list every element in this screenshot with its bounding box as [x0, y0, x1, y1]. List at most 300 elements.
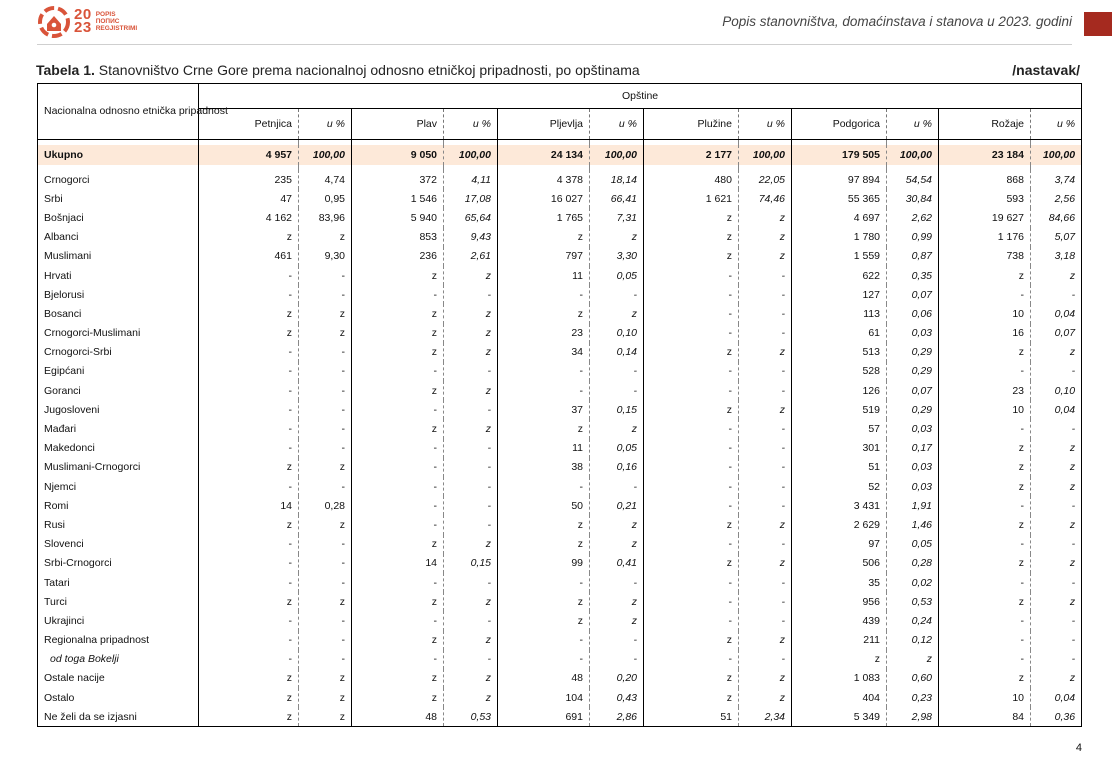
count-cell: 2 177 — [644, 145, 739, 165]
count-cell: z — [199, 304, 299, 323]
count-cell: z — [498, 228, 590, 247]
row-label: Ne želi da se izjasni — [38, 707, 199, 727]
count-cell: 9 050 — [352, 145, 444, 165]
percent-cell: 0,23 — [887, 688, 939, 707]
percent-cell: - — [1031, 362, 1082, 381]
count-cell: z — [939, 592, 1031, 611]
table-row — [38, 631, 1082, 650]
percent-cell: - — [444, 611, 498, 630]
row-label: Muslimani-Crnogorci — [38, 458, 199, 477]
count-cell: z — [352, 381, 444, 400]
percent-cell: 0,28 — [299, 496, 352, 515]
column-header-percent: u % — [444, 109, 498, 140]
count-cell: 1 765 — [498, 208, 590, 227]
count-cell: 127 — [792, 285, 887, 304]
percent-cell: 4,74 — [299, 170, 352, 189]
percent-cell: - — [1031, 573, 1082, 592]
count-cell: - — [644, 611, 739, 630]
count-cell: - — [498, 650, 590, 669]
table-row — [38, 611, 1082, 630]
percent-cell: 0,95 — [299, 189, 352, 208]
percent-cell: z — [739, 400, 792, 419]
count-cell: z — [199, 707, 299, 727]
table-row — [38, 266, 1082, 285]
logo-text: POPIS ПОПИС REGJISTRIMI — [95, 10, 138, 32]
count-cell: 404 — [792, 688, 887, 707]
count-cell: 99 — [498, 554, 590, 573]
percent-cell: - — [299, 439, 352, 458]
count-cell: - — [199, 343, 299, 362]
percent-cell: 18,14 — [590, 170, 644, 189]
header-accent-bar — [1084, 12, 1112, 36]
percent-cell: - — [299, 362, 352, 381]
count-cell: 480 — [644, 170, 739, 189]
percent-cell: - — [739, 477, 792, 496]
row-label: Mađari — [38, 419, 199, 438]
percent-cell: 84,66 — [1031, 208, 1082, 227]
count-cell: z — [498, 304, 590, 323]
percent-cell: 0,06 — [887, 304, 939, 323]
percent-cell: z — [590, 304, 644, 323]
percent-cell: - — [1031, 535, 1082, 554]
percent-cell: 0,35 — [887, 266, 939, 285]
data-rows — [38, 170, 1082, 727]
count-cell: z — [939, 554, 1031, 573]
percent-cell: 54,54 — [887, 170, 939, 189]
population-table — [37, 83, 1082, 727]
percent-cell: z — [444, 631, 498, 650]
document-title: Popis stanovništva, domaćinstava i stanova u 2023. godini — [722, 14, 1072, 29]
percent-cell: 74,46 — [739, 189, 792, 208]
table-row — [38, 400, 1082, 419]
count-cell: - — [199, 477, 299, 496]
count-cell: - — [199, 285, 299, 304]
column-header-municipality: Plužine — [644, 109, 739, 140]
row-label: Muslimani — [38, 247, 199, 266]
percent-cell: - — [444, 496, 498, 515]
count-cell: 1 780 — [792, 228, 887, 247]
count-cell: - — [199, 573, 299, 592]
count-cell: z — [939, 477, 1031, 496]
row-label: Turci — [38, 592, 199, 611]
count-cell: - — [199, 439, 299, 458]
continued-marker: /nastavak/ — [1012, 62, 1080, 78]
count-cell: - — [498, 381, 590, 400]
percent-cell: 0,05 — [590, 266, 644, 285]
percent-cell: - — [1031, 285, 1082, 304]
row-label: Njemci — [38, 477, 199, 496]
percent-cell: z — [299, 592, 352, 611]
row-label: Hrvati — [38, 266, 199, 285]
table-row — [38, 573, 1082, 592]
percent-cell: z — [299, 688, 352, 707]
percent-cell: 0,53 — [887, 592, 939, 611]
percent-cell: 7,31 — [590, 208, 644, 227]
count-cell: 10 — [939, 688, 1031, 707]
header-divider — [37, 44, 1072, 45]
percent-cell: z — [299, 669, 352, 688]
percent-cell: z — [590, 228, 644, 247]
table-row — [38, 554, 1082, 573]
count-cell: - — [644, 419, 739, 438]
percent-cell: - — [299, 266, 352, 285]
percent-cell: z — [739, 247, 792, 266]
row-label: Rusi — [38, 515, 199, 534]
count-cell: 48 — [498, 669, 590, 688]
count-cell: z — [644, 669, 739, 688]
count-cell: 3 431 — [792, 496, 887, 515]
count-cell: z — [644, 228, 739, 247]
count-cell: z — [644, 400, 739, 419]
percent-cell: z — [444, 592, 498, 611]
percent-cell: z — [739, 208, 792, 227]
column-header-municipality: Plav — [352, 109, 444, 140]
count-cell: z — [498, 611, 590, 630]
count-cell: 439 — [792, 611, 887, 630]
table-row — [38, 439, 1082, 458]
count-cell: - — [498, 631, 590, 650]
count-cell: 211 — [792, 631, 887, 650]
percent-cell: 0,43 — [590, 688, 644, 707]
row-label: Bošnjaci — [38, 208, 199, 227]
percent-cell: 2,86 — [590, 707, 644, 727]
percent-cell: z — [444, 324, 498, 343]
count-cell: z — [352, 669, 444, 688]
percent-cell: - — [590, 650, 644, 669]
table-row — [38, 419, 1082, 438]
count-cell: z — [939, 439, 1031, 458]
table-row — [38, 189, 1082, 208]
count-cell: - — [644, 362, 739, 381]
percent-cell: z — [1031, 343, 1082, 362]
percent-cell: - — [299, 343, 352, 362]
count-cell: z — [199, 228, 299, 247]
count-cell: - — [199, 266, 299, 285]
percent-cell: 0,05 — [590, 439, 644, 458]
percent-cell: 0,04 — [1031, 688, 1082, 707]
count-cell: z — [498, 535, 590, 554]
percent-cell: z — [739, 228, 792, 247]
percent-cell: 100,00 — [299, 145, 352, 165]
count-cell: 14 — [352, 554, 444, 573]
count-cell: 868 — [939, 170, 1031, 189]
count-cell: - — [644, 573, 739, 592]
percent-cell: 0,29 — [887, 400, 939, 419]
percent-cell: - — [590, 573, 644, 592]
percent-cell: 0,36 — [1031, 707, 1082, 727]
percent-cell: z — [590, 419, 644, 438]
table-row — [38, 535, 1082, 554]
percent-cell: 65,64 — [444, 208, 498, 227]
percent-cell: z — [590, 592, 644, 611]
percent-cell: - — [299, 400, 352, 419]
percent-cell: 0,10 — [590, 324, 644, 343]
percent-cell: z — [444, 343, 498, 362]
percent-cell: z — [739, 631, 792, 650]
count-cell: - — [644, 477, 739, 496]
percent-cell: 5,07 — [1031, 228, 1082, 247]
percent-cell: z — [299, 515, 352, 534]
percent-cell: z — [590, 611, 644, 630]
count-cell: z — [644, 515, 739, 534]
count-cell: 11 — [498, 266, 590, 285]
count-cell: 4 697 — [792, 208, 887, 227]
percent-cell: - — [444, 515, 498, 534]
percent-cell: 0,29 — [887, 362, 939, 381]
row-header: Nacionalna odnosno etnička pripadnost — [38, 84, 199, 140]
row-label: Ostalo — [38, 688, 199, 707]
percent-cell: z — [1031, 554, 1082, 573]
percent-cell: - — [1031, 611, 1082, 630]
count-cell: - — [644, 592, 739, 611]
count-cell: - — [199, 554, 299, 573]
count-cell: - — [352, 611, 444, 630]
logo-year: 20 23 — [74, 6, 92, 36]
percent-cell: 1,46 — [887, 515, 939, 534]
count-cell: z — [644, 343, 739, 362]
count-cell: z — [199, 458, 299, 477]
column-header-percent: u % — [887, 109, 939, 140]
percent-cell: 0,04 — [1031, 400, 1082, 419]
count-cell: z — [352, 419, 444, 438]
table-row — [38, 477, 1082, 496]
percent-cell: - — [444, 400, 498, 419]
percent-cell: z — [444, 266, 498, 285]
row-label: Srbi-Crnogorci — [38, 554, 199, 573]
table-row — [38, 688, 1082, 707]
count-cell: 14 — [199, 496, 299, 515]
count-cell: z — [644, 688, 739, 707]
percent-cell: 100,00 — [444, 145, 498, 165]
count-cell: 622 — [792, 266, 887, 285]
count-cell: 23 184 — [939, 145, 1031, 165]
column-header-municipality: Pljevlja — [498, 109, 590, 140]
percent-cell: - — [299, 285, 352, 304]
table-row — [38, 343, 1082, 362]
count-cell: 104 — [498, 688, 590, 707]
count-cell: 47 — [199, 189, 299, 208]
percent-cell: 2,62 — [887, 208, 939, 227]
count-cell: 38 — [498, 458, 590, 477]
count-cell: 55 365 — [792, 189, 887, 208]
percent-cell: 0,53 — [444, 707, 498, 727]
row-label: Romi — [38, 496, 199, 515]
table-row — [38, 515, 1082, 534]
percent-cell: 0,15 — [444, 554, 498, 573]
percent-cell: 0,21 — [590, 496, 644, 515]
percent-cell: 2,56 — [1031, 189, 1082, 208]
percent-cell: - — [1031, 650, 1082, 669]
count-cell: - — [939, 631, 1031, 650]
percent-cell: z — [299, 228, 352, 247]
row-label: Slovenci — [38, 535, 199, 554]
percent-cell: - — [739, 285, 792, 304]
percent-cell: 0,04 — [1031, 304, 1082, 323]
percent-cell: - — [590, 477, 644, 496]
percent-cell: 100,00 — [590, 145, 644, 165]
percent-cell: - — [590, 381, 644, 400]
count-cell: 301 — [792, 439, 887, 458]
percent-cell: z — [1031, 515, 1082, 534]
percent-cell: - — [299, 650, 352, 669]
percent-cell: z — [1031, 592, 1082, 611]
count-cell: 1 176 — [939, 228, 1031, 247]
count-cell: 34 — [498, 343, 590, 362]
count-cell: 5 940 — [352, 208, 444, 227]
count-cell: 84 — [939, 707, 1031, 727]
count-cell: 37 — [498, 400, 590, 419]
count-cell: - — [352, 400, 444, 419]
count-cell: 97 — [792, 535, 887, 554]
percent-cell: - — [299, 554, 352, 573]
percent-cell: 0,03 — [887, 477, 939, 496]
percent-cell: 0,03 — [887, 458, 939, 477]
percent-cell: - — [739, 592, 792, 611]
percent-cell: 9,43 — [444, 228, 498, 247]
count-cell: z — [352, 343, 444, 362]
count-cell: 50 — [498, 496, 590, 515]
column-header-percent: u % — [739, 109, 792, 140]
table-row — [38, 304, 1082, 323]
percent-cell: z — [1031, 458, 1082, 477]
row-label: Bosanci — [38, 304, 199, 323]
row-label: Regionalna pripadnost — [38, 631, 199, 650]
count-cell: 2 629 — [792, 515, 887, 534]
percent-cell: z — [887, 650, 939, 669]
table-row — [38, 285, 1082, 304]
count-cell: - — [199, 535, 299, 554]
count-cell: z — [352, 535, 444, 554]
percent-cell: z — [444, 419, 498, 438]
percent-cell: z — [444, 669, 498, 688]
percent-cell: 2,61 — [444, 247, 498, 266]
census-logo — [37, 3, 137, 39]
table-row — [38, 228, 1082, 247]
percent-cell: z — [1031, 266, 1082, 285]
count-cell: 35 — [792, 573, 887, 592]
count-cell: - — [939, 419, 1031, 438]
count-cell: z — [498, 515, 590, 534]
table-row — [38, 170, 1082, 189]
percent-cell: 0,07 — [887, 381, 939, 400]
percent-cell: z — [299, 304, 352, 323]
count-cell: z — [352, 304, 444, 323]
percent-cell: - — [444, 362, 498, 381]
count-cell: z — [939, 458, 1031, 477]
percent-cell: - — [444, 458, 498, 477]
count-cell: 126 — [792, 381, 887, 400]
count-cell: z — [352, 324, 444, 343]
count-cell: 179 505 — [792, 145, 887, 165]
percent-cell: 3,18 — [1031, 247, 1082, 266]
percent-cell: - — [444, 573, 498, 592]
count-cell: - — [644, 266, 739, 285]
count-cell: - — [352, 496, 444, 515]
table-row — [38, 707, 1082, 727]
percent-cell: 0,07 — [1031, 324, 1082, 343]
total-section — [38, 140, 1082, 171]
row-label: Ukupno — [38, 145, 199, 165]
percent-cell: - — [1031, 496, 1082, 515]
count-cell: 11 — [498, 439, 590, 458]
count-cell: 52 — [792, 477, 887, 496]
percent-cell: 22,05 — [739, 170, 792, 189]
count-cell: 236 — [352, 247, 444, 266]
percent-cell: z — [590, 535, 644, 554]
group-header: Opštine — [199, 84, 1082, 109]
percent-cell: - — [590, 285, 644, 304]
row-label: Ostale nacije — [38, 669, 199, 688]
count-cell: z — [199, 324, 299, 343]
table-row — [38, 324, 1082, 343]
count-cell: 1 559 — [792, 247, 887, 266]
count-cell: - — [199, 650, 299, 669]
count-cell: 506 — [792, 554, 887, 573]
percent-cell: 0,12 — [887, 631, 939, 650]
percent-cell: - — [739, 611, 792, 630]
table-row — [38, 208, 1082, 227]
count-cell: 48 — [352, 707, 444, 727]
count-cell: 956 — [792, 592, 887, 611]
count-cell: - — [352, 362, 444, 381]
row-label: Albanci — [38, 228, 199, 247]
count-cell: z — [199, 515, 299, 534]
percent-cell: 0,16 — [590, 458, 644, 477]
percent-cell: - — [739, 573, 792, 592]
count-cell: 23 — [498, 324, 590, 343]
percent-cell: - — [299, 419, 352, 438]
row-label: Goranci — [38, 381, 199, 400]
count-cell: 519 — [792, 400, 887, 419]
count-cell: 97 894 — [792, 170, 887, 189]
count-cell: - — [199, 631, 299, 650]
count-cell: 23 — [939, 381, 1031, 400]
percent-cell: 0,02 — [887, 573, 939, 592]
percent-cell: 0,99 — [887, 228, 939, 247]
percent-cell: 0,14 — [590, 343, 644, 362]
percent-cell: 0,05 — [887, 535, 939, 554]
count-cell: - — [644, 304, 739, 323]
percent-cell: z — [444, 535, 498, 554]
count-cell: - — [644, 496, 739, 515]
percent-cell: 2,34 — [739, 707, 792, 727]
count-cell: 51 — [792, 458, 887, 477]
row-label: Bjelorusi — [38, 285, 199, 304]
count-cell: 16 — [939, 324, 1031, 343]
count-cell: z — [352, 266, 444, 285]
percent-cell: z — [299, 707, 352, 727]
count-cell: 738 — [939, 247, 1031, 266]
count-cell: 691 — [498, 707, 590, 727]
table-row — [38, 381, 1082, 400]
count-cell: - — [644, 285, 739, 304]
percent-cell: - — [590, 362, 644, 381]
row-label: Crnogorci-Srbi — [38, 343, 199, 362]
count-cell: - — [939, 496, 1031, 515]
percent-cell: 0,24 — [887, 611, 939, 630]
census-house-logo-icon — [37, 4, 71, 38]
percent-cell: - — [299, 381, 352, 400]
count-cell: z — [644, 631, 739, 650]
count-cell: - — [352, 285, 444, 304]
percent-cell: z — [739, 688, 792, 707]
count-cell: 853 — [352, 228, 444, 247]
percent-cell: z — [299, 324, 352, 343]
percent-cell: - — [1031, 631, 1082, 650]
percent-cell: 4,11 — [444, 170, 498, 189]
count-cell: - — [644, 535, 739, 554]
count-cell: - — [644, 324, 739, 343]
